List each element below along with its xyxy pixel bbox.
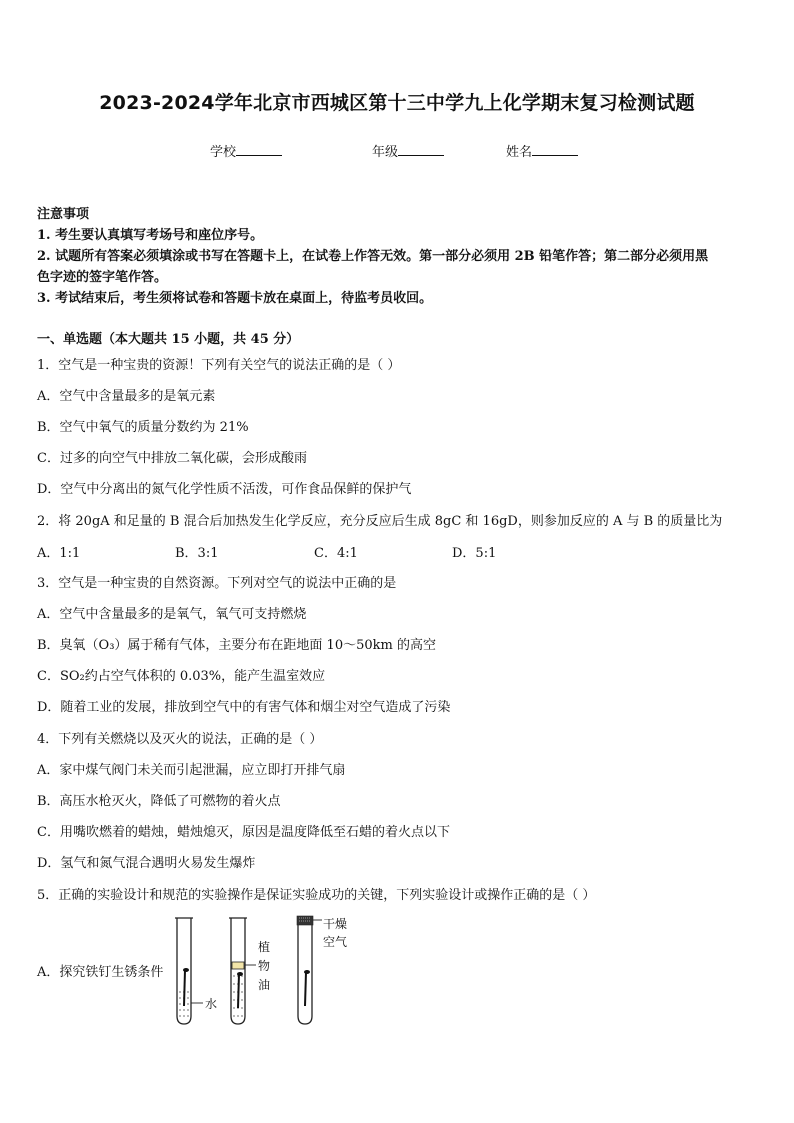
grade-blank[interactable] [398, 143, 444, 156]
question-4-stem: 4．下列有关燃烧以及灭火的说法，正确的是（ ） [37, 732, 323, 747]
question-2-option-d: D．5:1 [452, 546, 497, 561]
name-field [506, 141, 578, 160]
question-1-option-c: C．过多的向空气中排放二氧化碳，会形成酸雨 [37, 451, 307, 466]
question-3-option-b: B．臭氧（O₃）属于稀有气体，主要分布在距地面 10～50km 的高空 [37, 638, 436, 653]
notice-item: 2. 试题所有答案必须填涂或书写在答题卡上，在试卷上作答无效。第一部分必须用 2B 铅笔作答；第二部分必须用黑 [37, 249, 709, 264]
exam-title: 2023-2024学年北京市西城区第十三中学九上化学期末复习检测试题 [99, 92, 695, 114]
name-label: 姓名 [506, 145, 533, 160]
notice-item: 色字迹的签字笔作答。 [37, 270, 168, 285]
grade-field [372, 141, 444, 160]
question-5-stem: 5．正确的实验设计和规范的实验操作是保证实验成功的关键，下列实验设计或操作正确的是（ ） [37, 888, 596, 903]
question-3-option-c: C．SO₂约占空气体积的 0.03%，能产生温室效应 [37, 669, 326, 684]
question-3-option-a: A．空气中含量最多的是氧气，氧气可支持燃烧 [37, 607, 307, 622]
question-4-option-c: C．用嘴吹燃着的蜡烛，蜡烛熄灭，原因是温度降低至石蜡的着火点以下 [37, 825, 450, 840]
water-label: 水 [205, 997, 218, 1011]
question-4-option-d: D．氢气和氮气混合遇明火易发生爆炸 [37, 856, 256, 871]
rust-experiment-diagram [170, 912, 370, 1030]
school-label: 学校 [210, 145, 237, 160]
question-4-option-b: B．高压水枪灭火，降低了可燃物的着火点 [37, 794, 281, 809]
section-title: 一、单选题（本大题共 15 小题，共 45 分） [37, 332, 300, 347]
question-1-option-b: B．空气中氧气的质量分数约为 21% [37, 420, 249, 435]
dry-air-label-2: 空气 [323, 935, 348, 949]
test-tube-oil [229, 918, 247, 1024]
notice-item: 3. 考试结束后，考生须将试卷和答题卡放在桌面上，待监考员收回。 [37, 291, 433, 306]
grade-label: 年级 [372, 145, 399, 160]
question-4-option-a: A．家中煤气阀门未关而引起泄漏，应立即打开排气扇 [37, 763, 346, 778]
oil-label-2: 物 [258, 959, 271, 973]
test-tube-dry-air [297, 916, 313, 1024]
question-2-option-a: A．1:1 [37, 546, 81, 561]
question-1-option-d: D．空气中分离出的氮气化学性质不活泼，可作食品保鲜的保护气 [37, 482, 412, 497]
notice-heading: 注意事项 [37, 207, 90, 222]
question-1-option-a: A．空气中含量最多的是氧元素 [37, 389, 216, 404]
school-blank[interactable] [236, 143, 282, 156]
question-3-option-d: D．随着工业的发展，排放到空气中的有害气体和烟尘对空气造成了污染 [37, 700, 451, 715]
test-tube-water [175, 918, 193, 1024]
question-2-option-b: B．3:1 [175, 546, 219, 561]
dry-air-label-1: 干燥 [323, 917, 348, 931]
question-5-option-a: A．探究铁钉生锈条件 [37, 965, 164, 980]
oil-label-3: 油 [258, 978, 271, 992]
oil-label-1: 植 [258, 940, 271, 954]
school-field [210, 141, 282, 160]
notice-item: 1. 考生要认真填写考场号和座位序号。 [37, 228, 264, 243]
question-2-option-c: C．4:1 [314, 546, 358, 561]
question-2-stem: 2．将 20gA 和足量的 B 混合后加热发生化学反应，充分反应后生成 8gC 和 16gD，则参加反应的 A 与 B 的质量比为 [37, 514, 723, 529]
question-3-stem: 3．空气是一种宝贵的自然资源。下列对空气的说法中正确的是 [37, 576, 397, 591]
name-blank[interactable] [532, 143, 578, 156]
question-1-stem: 1．空气是一种宝贵的资源！下列有关空气的说法正确的是（ ） [37, 358, 401, 373]
